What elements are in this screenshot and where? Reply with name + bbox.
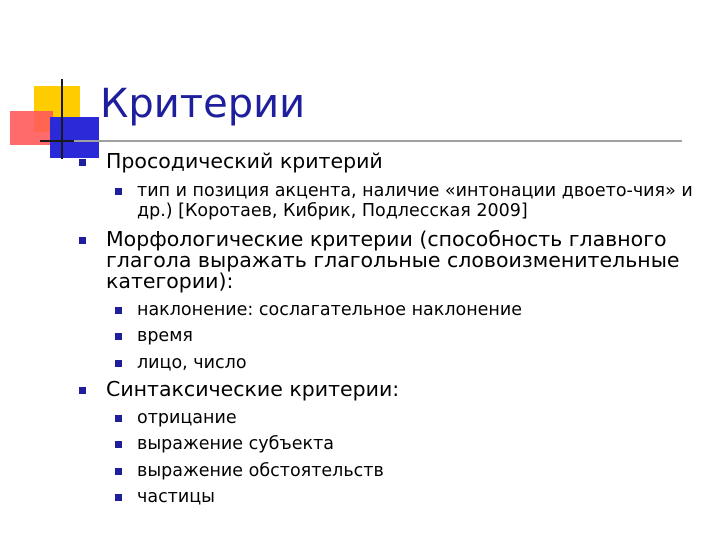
bullet-item	[106, 151, 696, 172]
decor-vertical-line	[61, 79, 63, 159]
sub-bullet-item	[137, 434, 697, 454]
slide-title: Критерии	[100, 81, 306, 127]
title-underline	[40, 140, 682, 142]
bullet-text: выражение обстоятельств	[137, 461, 384, 481]
decor-blue-square	[50, 117, 99, 158]
bullet-square-icon	[115, 333, 122, 340]
bullet-text: Просодический критерий	[106, 149, 383, 173]
bullet-item	[106, 229, 696, 292]
sub-bullet-item	[137, 461, 697, 481]
bullet-text: Синтаксические критерии:	[106, 377, 400, 401]
bullet-square-icon	[79, 387, 86, 394]
bullet-text: отрицание	[137, 408, 237, 428]
bullet-text: наклонение: сослагательное наклонение	[137, 300, 523, 320]
bullet-item	[106, 379, 696, 400]
bullet-square-icon	[115, 494, 122, 501]
bullet-square-icon	[115, 360, 122, 367]
sub-bullet-item	[137, 326, 697, 346]
title-underline-accent	[40, 140, 74, 142]
sub-bullet-item	[137, 353, 697, 373]
bullet-square-icon	[79, 237, 86, 244]
bullet-text: время	[137, 326, 193, 346]
bullet-square-icon	[115, 415, 122, 422]
bullet-square-icon	[79, 159, 86, 166]
bullet-text: лицо, число	[137, 353, 247, 373]
bullet-square-icon	[115, 188, 122, 195]
bullet-square-icon	[115, 441, 122, 448]
bullet-square-icon	[115, 307, 122, 314]
bullet-square-icon	[115, 468, 122, 475]
bullet-text: тип и позиция акцента, наличие «интонации двоето-чия» и др.) [Коротаев, Кибрик, Подлесская 2009]	[137, 181, 693, 221]
bullet-text: частицы	[137, 487, 215, 507]
sub-bullet-item	[137, 408, 697, 428]
sub-bullet-item	[137, 300, 697, 320]
sub-bullet-item	[137, 181, 697, 221]
sub-bullet-item	[137, 487, 697, 507]
bullet-text: выражение субъекта	[137, 434, 335, 454]
bullet-text: Морфологические критерии (способность главного глагола выражать глагольные словоизменительные категории):	[106, 227, 680, 293]
